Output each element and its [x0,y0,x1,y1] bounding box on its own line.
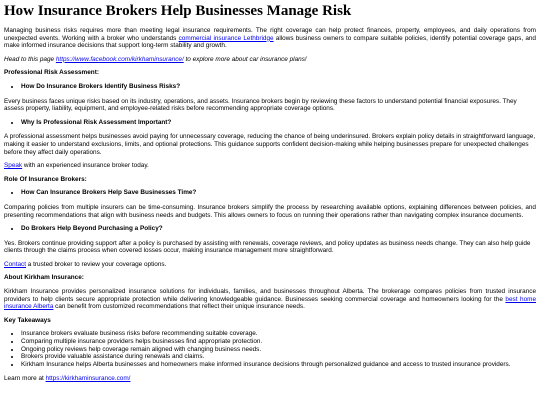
facebook-link[interactable]: https://www.facebook.com/kirkhaminsurance/ [55,55,184,63]
key-takeaways-list [4,330,536,368]
list-item: • Brokers provide valuable assistance during renewals and claims. [21,353,536,361]
intro-paragraph [4,27,536,50]
about-text: Kirkham Insurance provides personalized insurance solutions for individuals, families, and businesses throughout Alberta. The brokerage compares policies from trusted insurance providers to help clients secure appropriate protection while delivering knowledgeable guidance. Businesses seeking commercial coverage and homeowners looking for the [4,288,536,303]
contact-cta-text: a trusted broker to review your coverage options. [26,260,167,268]
role-heading: Role Of Insurance Brokers: [4,175,87,183]
professional-p2: A professional assessment helps businesses avoid paying for unnecessary coverage, reducing the chance of being underinsured. Brokers explain policy details in straightforward language, making it easier to understand exclusions, limits, and optional protections. This guidance supports confident decision-making while helping businesses prepare for unexpected challenges before they affect daily operations. [4,133,536,156]
key-takeaways-heading: Key Takeaways [4,316,51,324]
role-q2-list [4,225,536,233]
speak-cta [4,162,536,170]
about-text-end: can benefit from customized recommendations that reflect their unique insurance needs. [53,303,305,311]
learn-more-text: Learn more at [4,375,46,383]
professional-q1-list [4,83,536,91]
head-to-paragraph [4,56,536,64]
role-q1: • How Can Insurance Brokers Help Save Businesses Time? [21,189,536,197]
list-item: • Comparing multiple insurance providers helps businesses find appropriate protection. [21,338,536,346]
role-q2: • Do Brokers Help Beyond Purchasing a Policy? [21,225,536,233]
home-insurance-link[interactable]: best home insurance Alberta [4,295,536,311]
intro-text-end: allows business owners to compare suitable policies, identify potential coverage gaps, and make informed insurance decisions that support long-term stability and growth. [4,34,536,50]
professional-q2-list [4,119,536,127]
contact-cta [4,261,536,269]
head-to-text: Head to this page [4,55,56,63]
list-item: • Ongoing policy reviews help coverage remain aligned with changing business needs. [21,346,536,354]
commercial-insurance-link[interactable]: commercial insurance Lethbridge [178,34,274,42]
about-heading: About Kirkham Insurance: [4,274,84,282]
speak-cta-text: with an experienced insurance broker today. [22,162,149,170]
website-link[interactable]: https://kirkhaminsurance.com/ [45,375,131,383]
list-item: • Insurance brokers evaluate business risks before recommending suitable coverage. [21,330,536,338]
list-item: • Kirkham Insurance helps Alberta businesses and homeowners make informed insurance decisions through personalized guidance and access to trusted insurance providers. [21,361,536,369]
page-title: How Insurance Brokers Help Businesses Manage Risk [4,3,352,19]
role-p1: Comparing policies from multiple insurers can be time-consuming. Insurance brokers simplify the process by researching available options, explaining differences between policies, and presenting recommendations that align with business needs and budgets. This allows owners to focus on running their operations rather than navigating complex insurance documents. [4,203,536,219]
intro-text: Managing business risks requires more than meeting legal insurance requirements. The right coverage can help protect finances, property, employees, and daily operations from unexpected events. Working with a broker who understands [4,27,536,42]
role-q1-list [4,189,536,197]
learn-more-paragraph [4,375,536,383]
professional-q1: • How Do Insurance Brokers Identify Business Risks? [21,83,536,91]
about-paragraph [4,288,536,311]
contact-link[interactable]: Contact [4,260,27,268]
professional-heading: Professional Risk Assessment: [4,69,99,77]
professional-p1: Every business faces unique risks based on its industry, operations, and assets. Insurance brokers begin by reviewing these factors to understand potential financial exposures. They assess property, liability, equipment, and employee-related risks before recommending appropriate coverage options. [4,97,517,113]
head-to-text-end: to explore more about car insurance plans! [183,55,307,63]
professional-q2: • Why Is Professional Risk Assessment Important? [21,119,536,127]
role-p2: Yes. Brokers continue providing support after a policy is purchased by assisting with renewals, coverage reviews, and policy updates as business needs change. They can also help guide clients through the claims process when covered losses occur, making insurance management more straightforward. [4,239,531,255]
speak-link[interactable]: Speak [4,162,23,170]
